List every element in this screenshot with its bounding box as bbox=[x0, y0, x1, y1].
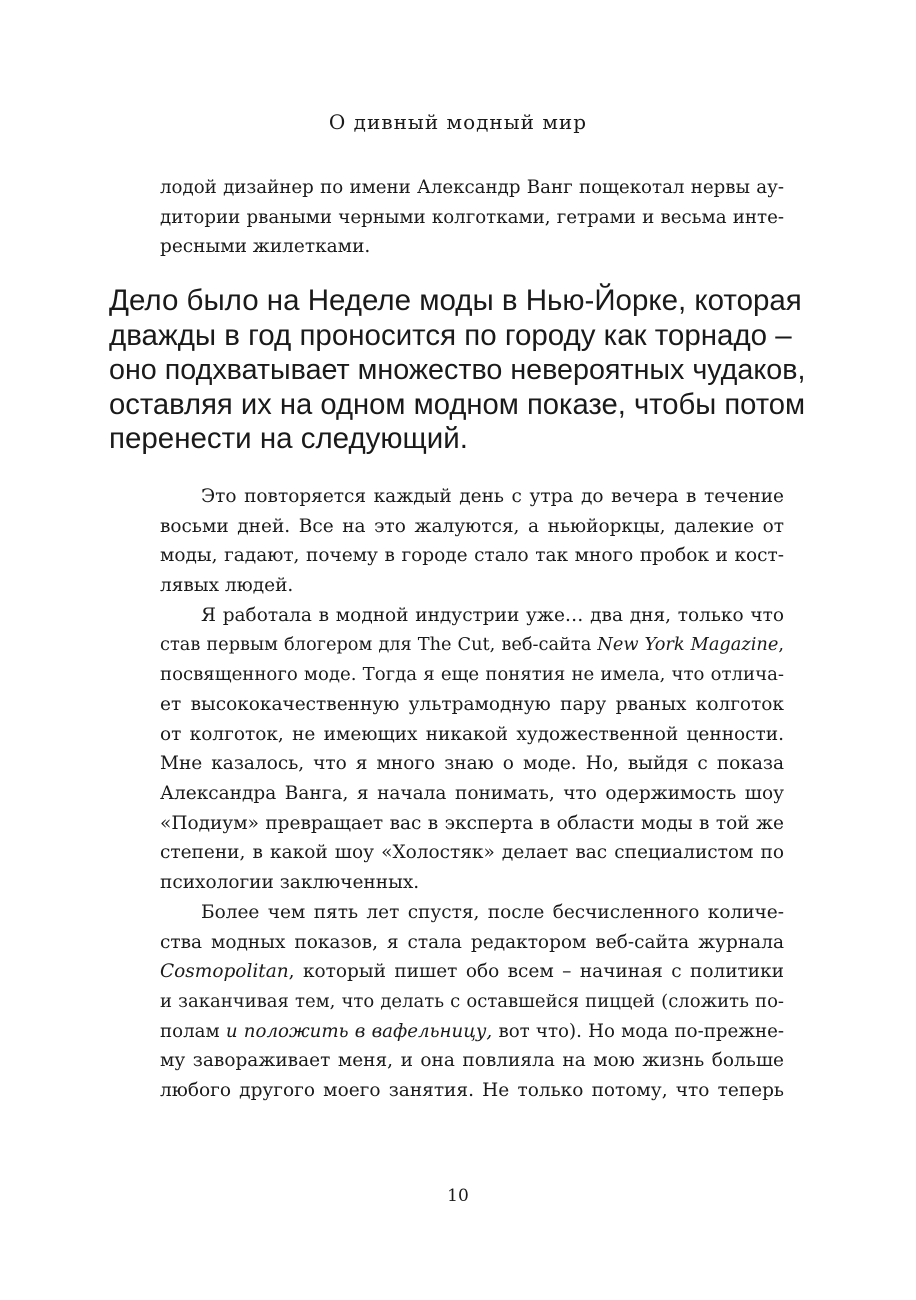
text-line: Мне казалось, что я много знаю о моде. Но, выйдя с показа bbox=[160, 753, 784, 775]
text-line: ства модных показов, я стала редактором веб-сайта журнала bbox=[160, 931, 784, 953]
text-line: лявых людей. bbox=[160, 575, 294, 597]
text-run: , который пишет обо всем – начиная с политики bbox=[288, 961, 784, 983]
text-line: психологии заключенных. bbox=[160, 872, 420, 894]
continuation-paragraph bbox=[160, 173, 784, 262]
pull-quote-line: перенести на следующий. bbox=[109, 422, 468, 455]
text-line: восьми дней. Все на это жалуются, а ньюйоркцы, далекие от bbox=[160, 515, 784, 537]
text-run: став первым блогером для The Cut, веб-сайта bbox=[160, 634, 598, 655]
text-line: ресными жилетками. bbox=[160, 236, 371, 258]
text-line: Это повторяется каждый день с утра до вечера в течение bbox=[201, 486, 784, 507]
italic-title: Cosmopolitan bbox=[160, 961, 289, 983]
pull-quote-line: оставляя их на одном модном показе, чтобы потом bbox=[109, 388, 806, 421]
text-line: Александра Ванга, я начала понимать, что одержимость шоу bbox=[160, 783, 784, 805]
paragraph-3 bbox=[160, 898, 784, 1106]
pull-quote-line: Дело было на Неделе моды в Нью-Йорке, которая bbox=[109, 284, 802, 317]
text-line: Я работала в модной индустрии уже… два дня, только что bbox=[201, 604, 784, 626]
text-line: любого другого моего занятия. Не только потому, что теперь bbox=[160, 1080, 784, 1102]
text-run: , bbox=[778, 634, 784, 655]
paragraph-2 bbox=[160, 601, 784, 898]
text-line: му завораживает меня, и она повлияла на мою жизнь больше bbox=[160, 1050, 784, 1072]
text-line: от колготок, не имеющих никакой художественной ценности. bbox=[160, 723, 784, 745]
text-line bbox=[160, 957, 784, 987]
text-line bbox=[160, 1017, 784, 1047]
text-line bbox=[160, 631, 784, 661]
italic-title: New York Magazine bbox=[597, 634, 779, 655]
text-run: полам bbox=[160, 1020, 226, 1042]
text-line: «Подиум» превращает вас в эксперта в области моды в той же bbox=[160, 812, 784, 834]
text-line: Более чем пять лет спустя, после бесчисленного количе- bbox=[201, 901, 784, 923]
running-head: О дивный модный мир bbox=[328, 110, 588, 134]
text-line: посвященного моде. Тогда я еще понятия не имела, что отлича- bbox=[160, 664, 784, 686]
pull-quote-line: оно подхватывает множество невероятных чудаков, bbox=[109, 354, 806, 386]
pull-quote-line: дважды в год проносится по городу как торнадо – bbox=[109, 318, 792, 352]
text-line: моды, гадают, почему в городе стало так много пробок и кост- bbox=[160, 545, 784, 567]
text-line: ет высококачественную ультрамодную пару рваных колготок bbox=[160, 693, 784, 715]
paragraph-1 bbox=[160, 482, 784, 601]
text-line: и заканчивая тем, что делать с оставшейся пиццей (сложить по- bbox=[160, 990, 784, 1012]
text-line: степени, в какой шоу «Холостяк» делает вас специалистом по bbox=[160, 842, 784, 864]
text-run: вот что). Но мода по-прежне- bbox=[492, 1020, 785, 1042]
body-text bbox=[160, 482, 784, 1106]
pull-quote bbox=[109, 284, 809, 457]
text-line: дитории рваными черными колготками, гетрами и весьма инте- bbox=[160, 206, 784, 228]
text-line: лодой дизайнер по имени Александр Ванг пощекотал нервы ау- bbox=[160, 177, 784, 198]
page-number: 10 bbox=[447, 1186, 469, 1206]
italic-phrase: и положить в вафельницу, bbox=[225, 1020, 493, 1042]
